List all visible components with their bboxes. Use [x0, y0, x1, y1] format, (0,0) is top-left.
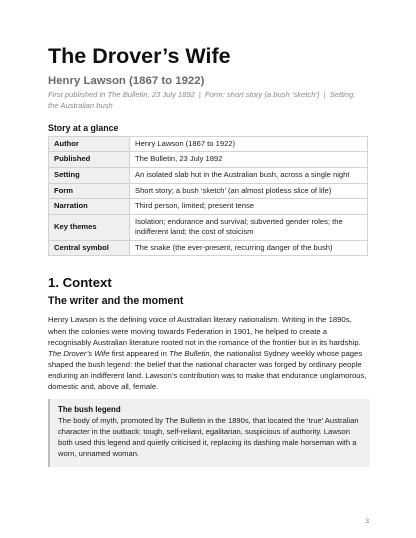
paragraph-text: Henry Lawson is the defining voice of Australian literary nationalism. Writing in the 1890s, when the colonies were moving towards Federation in 1901, he helped to create a recognisably Australian literature rooted not in the romance of the frontier but in its hardship. [48, 315, 361, 347]
table-row [49, 136, 368, 152]
paragraph-text: , the nationalist Sydney weekly whose pages shaped the bush legend: the belief that the national character was forged by ordinary people enduring an indifferent land. Lawson’s contribution was to make that endurance unglamorous, domestic and, above all, female. [48, 348, 367, 392]
table-row [49, 183, 368, 199]
row-value: Short story; a bush ‘sketch’ (an almost plotless slice of life) [130, 183, 368, 199]
page-title: The Drover’s Wife [48, 44, 231, 68]
meta-published: First published in The Bulletin, 23 July 1892 [48, 89, 195, 99]
facts-table [48, 136, 368, 257]
glance-heading: Story at a glance [48, 122, 119, 133]
row-key: Published [49, 152, 130, 168]
table-row [49, 240, 368, 256]
bush-legend-callout [48, 399, 370, 467]
author-line: Henry Lawson (1867 to 1922) [48, 74, 205, 87]
subsection-heading: The writer and the moment [48, 295, 184, 308]
row-value: An isolated slab hut in the Australian bush, across a single night [130, 167, 368, 183]
meta-separator: | [198, 89, 201, 99]
story-title-italic: The Drover’s Wife [48, 348, 110, 358]
table-row [49, 167, 368, 183]
context-paragraph [48, 314, 368, 392]
row-value: Isolation; endurance and survival; subverted gender roles; the indifferent land; the cost of stoicism [130, 214, 368, 240]
section-heading: 1. Context [48, 275, 112, 291]
callout-title: The bush legend [58, 405, 121, 415]
meta-setting: Setting: the Australian bush [48, 89, 356, 110]
row-value: Henry Lawson (1867 to 1922) [130, 136, 368, 152]
table-row [49, 152, 368, 168]
publication-italic: The Bulletin [169, 348, 210, 358]
meta-line [48, 89, 368, 111]
paragraph-text: first appeared in [109, 348, 169, 358]
callout-text: The body of myth, promoted by The Bulletin in the 1890s, that located the ‘true’ Australian character in the outback: tough, self-reliant, egalitarian, suspicious of authority. Lawson both used this legend and quietly criticised it, replacing its dashing male horseman with a worn, unnamed woman. [58, 416, 359, 458]
row-key: Key themes [49, 214, 130, 240]
row-value: The snake (the ever-present, recurring danger of the bush) [130, 240, 368, 256]
table-row [49, 214, 368, 240]
meta-separator: | [323, 89, 326, 99]
row-key: Author [49, 136, 130, 152]
row-value: The Bulletin, 23 July 1892 [130, 152, 368, 168]
row-key: Form [49, 183, 130, 199]
row-key: Narration [49, 199, 130, 215]
meta-form: Form: short story (a bush ‘sketch’) [204, 89, 320, 99]
row-key: Setting [49, 167, 130, 183]
row-value: Third person, limited; present tense [130, 199, 368, 215]
table-row [49, 199, 368, 215]
row-key: Central symbol [49, 240, 130, 256]
page-number: 3 [365, 518, 369, 525]
